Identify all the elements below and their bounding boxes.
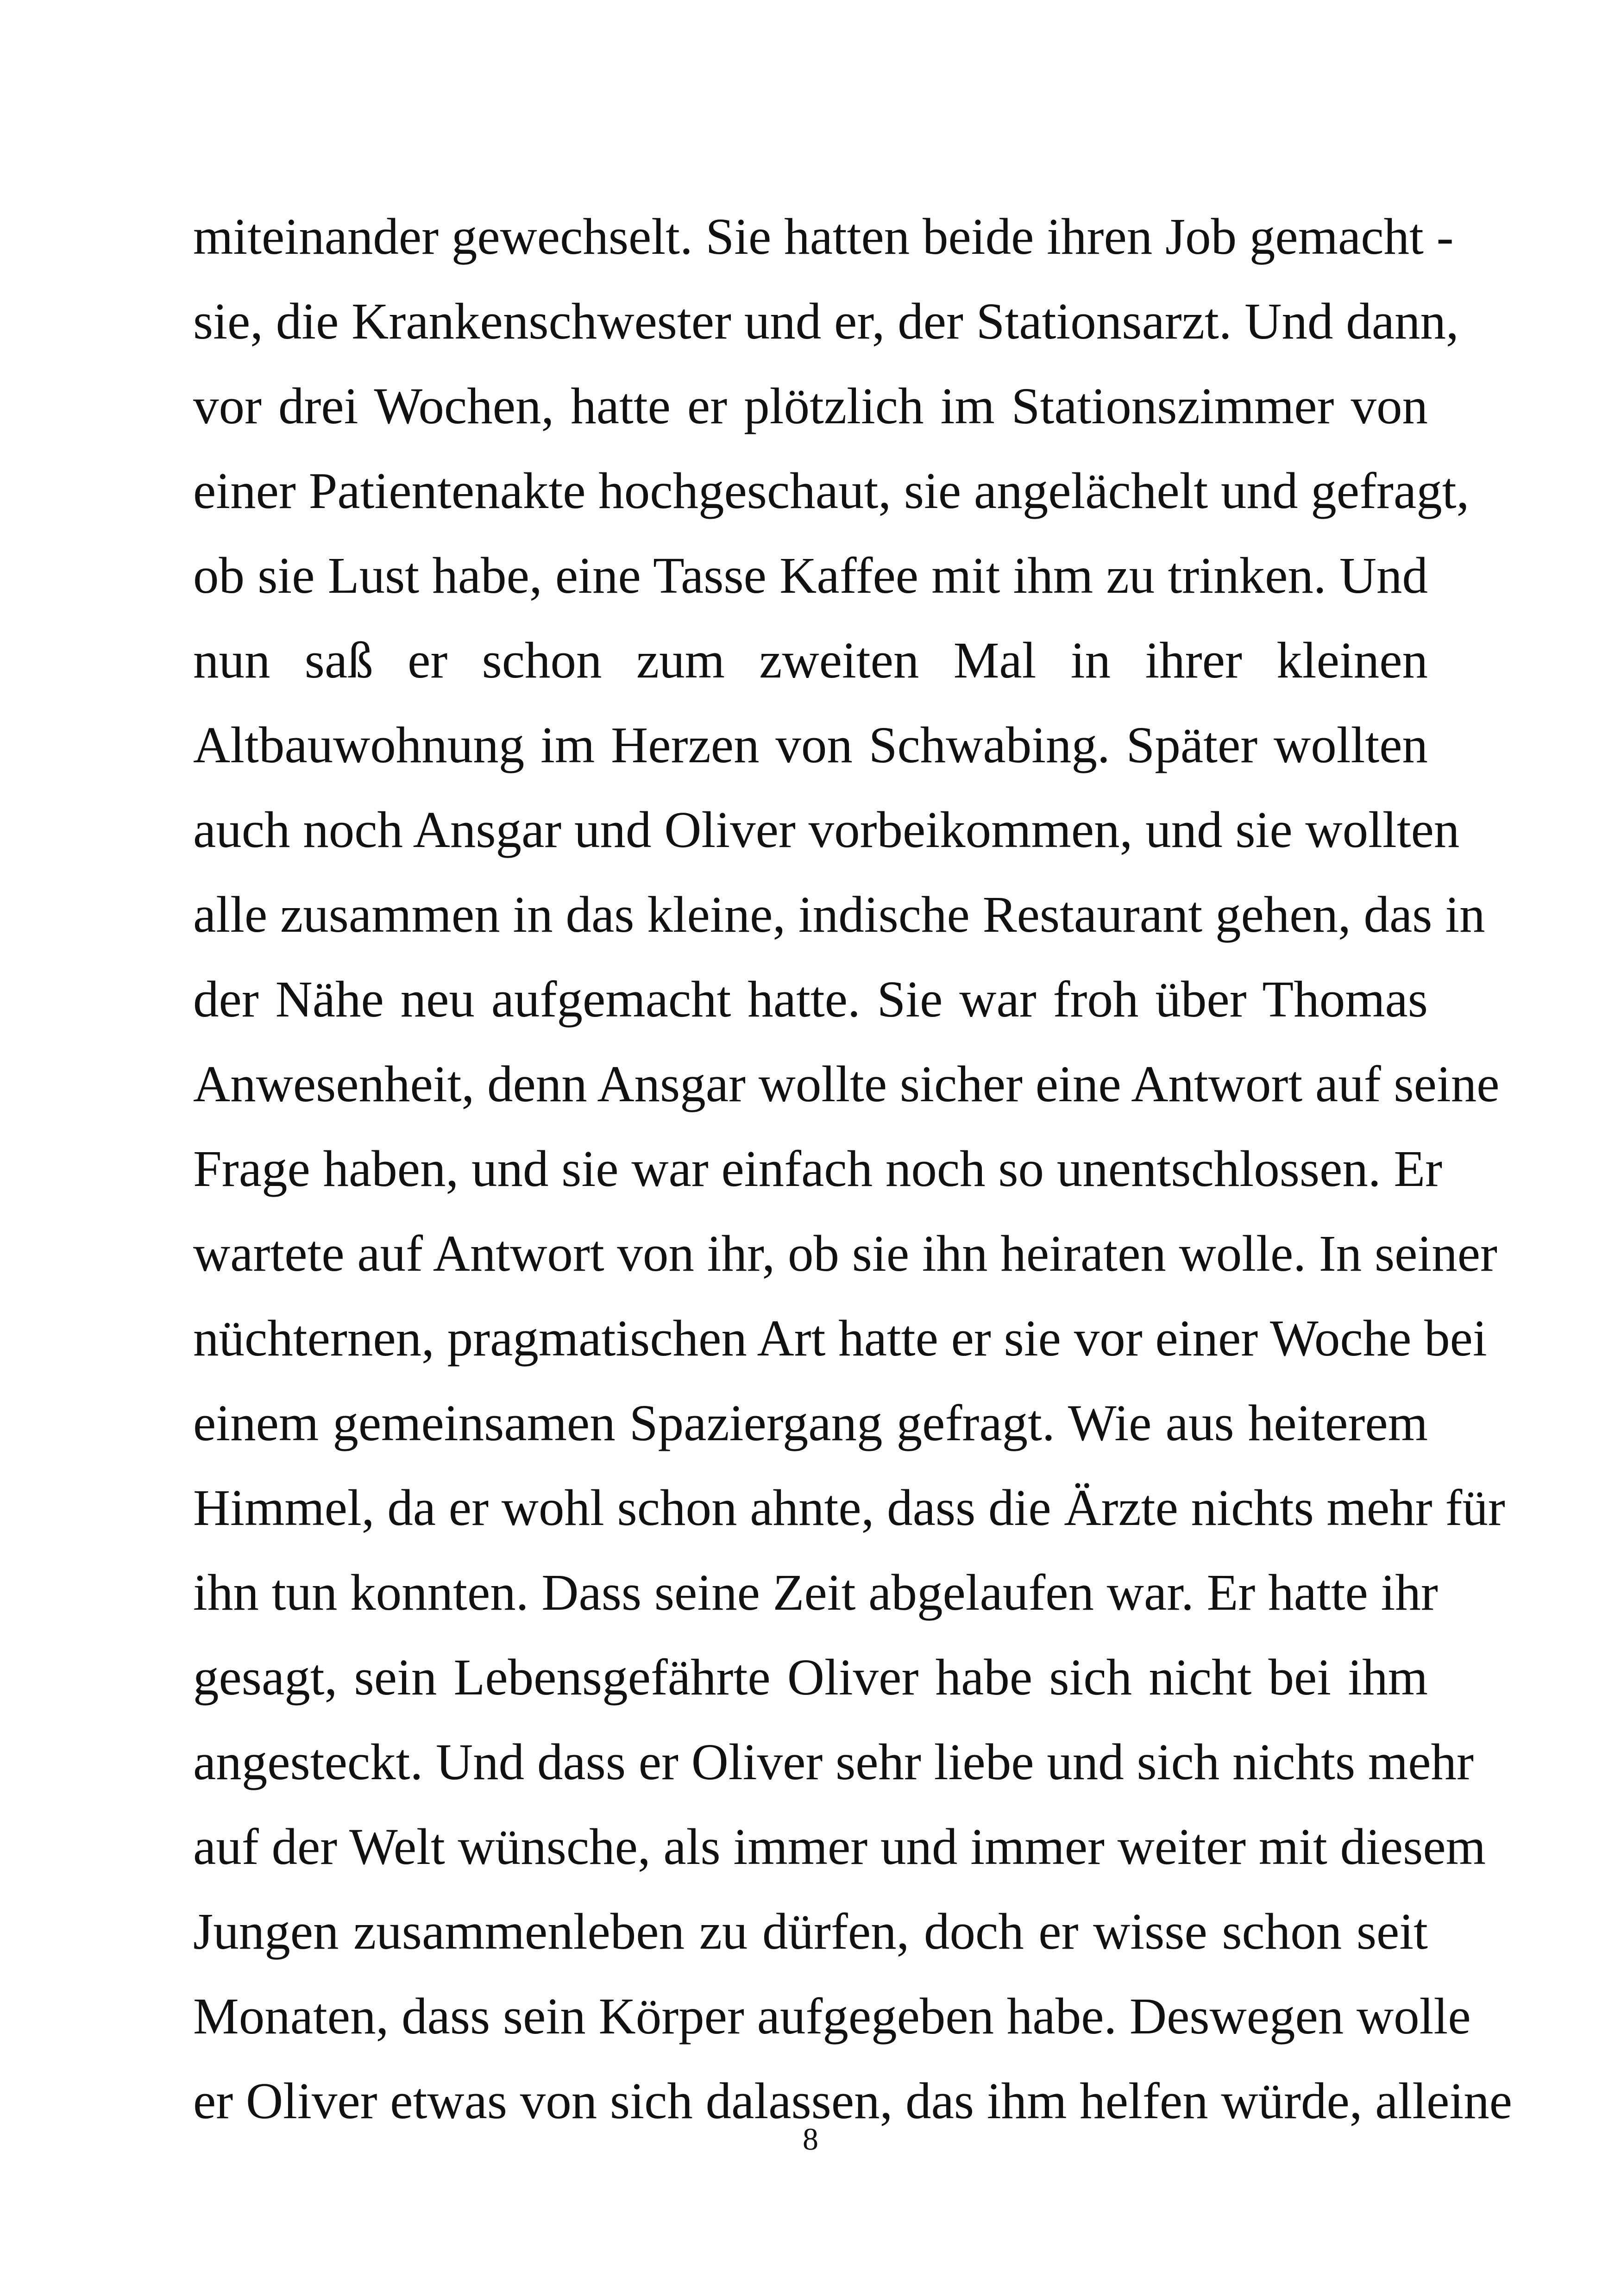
text-line: Anwesenheit, denn Ansgar wollte sicher eine Antwort auf seine — [193, 1056, 1500, 1113]
text-line: er Oliver etwas von sich dalassen, das ihm helfen würde, alleine — [193, 2073, 1513, 2130]
text-line: der Nähe neu aufgemacht hatte. Sie war froh über Thomas — [193, 971, 1428, 1028]
text-line: einem gemeinsamen Spaziergang gefragt. Wie aus heiterem — [193, 1395, 1428, 1452]
text-line: auf der Welt wünsche, als immer und immer weiter mit diesem — [193, 1819, 1486, 1876]
text-line: ihn tun konnten. Dass seine Zeit abgelaufen war. Er hatte ihr — [193, 1564, 1438, 1621]
text-line: vor drei Wochen, hatte er plötzlich im Stationszimmer von — [193, 378, 1428, 435]
text-line: auch noch Ansgar und Oliver vorbeikommen, und sie wollten — [193, 802, 1460, 859]
text-line: sie, die Krankenschwester und er, der Stationsarzt. Und dann, — [193, 293, 1459, 350]
text-line: Frage haben, und sie war einfach noch so unentschlossen. Er — [193, 1141, 1443, 1198]
text-line: Himmel, da er wohl schon ahnte, dass die Ärzte nichts mehr für — [193, 1480, 1505, 1537]
text-line: Altbauwohnung im Herzen von Schwabing. Später wollten — [193, 717, 1428, 774]
text-line: wartete auf Antwort von ihr, ob sie ihn heiraten wolle. In seiner — [193, 1225, 1497, 1282]
text-line: gesagt, sein Lebensgefährte Oliver habe sich nicht bei ihm — [193, 1649, 1428, 1706]
text-line: nun saß er schon zum zweiten Mal in ihrer kleinen — [193, 632, 1428, 689]
text-line: Monaten, dass sein Körper aufgegeben habe. Deswegen wolle — [193, 1988, 1471, 2045]
text-line: ob sie Lust habe, eine Tasse Kaffee mit ihm zu trinken. Und — [193, 547, 1428, 604]
page-number: 8 — [803, 2121, 818, 2157]
text-line: nüchternen, pragmatischen Art hatte er sie vor einer Woche bei — [193, 1310, 1487, 1367]
text-line: einer Patientenakte hochgeschaut, sie angelächelt und gefragt, — [193, 463, 1470, 520]
body-text — [193, 194, 1513, 2144]
text-line: Jungen zusammenleben zu dürfen, doch er wisse schon seit — [193, 1903, 1428, 1960]
text-line: alle zusammen in das kleine, indische Restaurant gehen, das in — [193, 886, 1485, 943]
text-line: miteinander gewechselt. Sie hatten beide ihren Job gemacht - — [193, 208, 1454, 265]
text-line: angesteckt. Und dass er Oliver sehr liebe und sich nichts mehr — [193, 1734, 1474, 1791]
